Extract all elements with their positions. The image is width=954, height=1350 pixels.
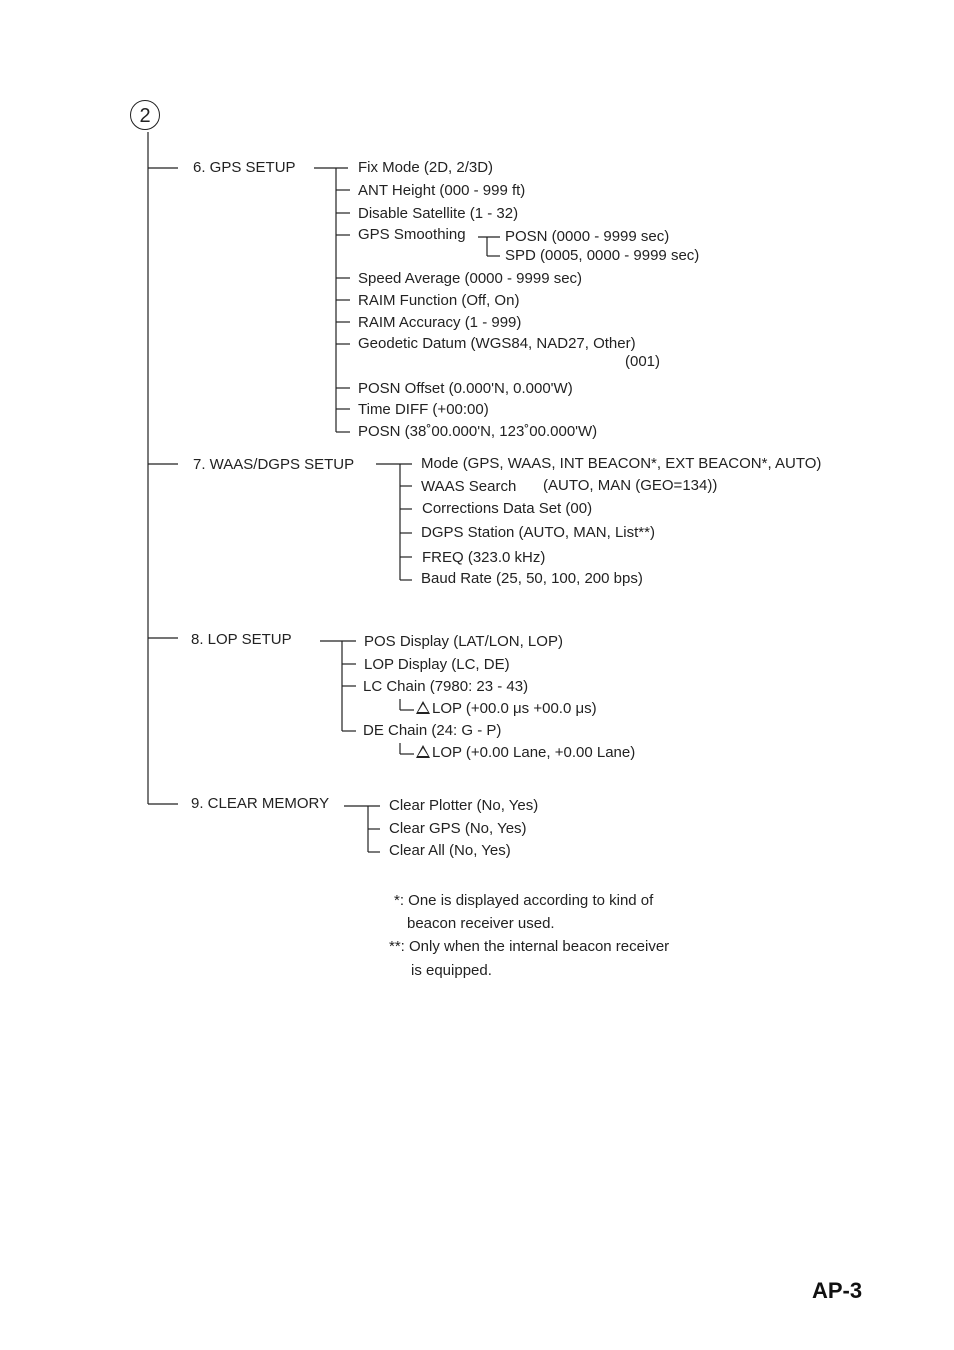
speed-average-item: Speed Average (0000 - 9999 sec): [358, 270, 583, 287]
corrections-item: Corrections Data Set (00): [422, 500, 593, 517]
geodetic-datum-item: Geodetic Datum (WGS84, NAD27, Other): [358, 335, 636, 352]
footnote-1-line-2: beacon receiver used.: [407, 915, 555, 932]
delta-icon: [416, 745, 430, 758]
waas-search-item: WAAS Search: [421, 478, 517, 495]
waas-search-options: (AUTO, MAN (GEO=134)): [543, 477, 718, 494]
ant-height-item: ANT Height (000 - 999 ft): [358, 182, 526, 199]
pos-display-item: POS Display (LAT/LON, LOP): [364, 633, 563, 650]
de-lop-item: LOP (+0.00 Lane, +0.00 Lane): [432, 744, 636, 761]
lc-lop-item: LOP (+00.0 μs +00.0 μs): [432, 700, 597, 717]
footnote-2-line-1: **: Only when the internal beacon receiver: [389, 938, 670, 955]
clear-memory-label: 9. CLEAR MEMORY: [191, 795, 330, 812]
posn-smoothing-item: POSN (0000 - 9999 sec): [505, 228, 670, 245]
freq-item: FREQ (323.0 kHz): [422, 549, 546, 566]
lop-display-item: LOP Display (LC, DE): [364, 656, 510, 673]
delta-icon: [416, 701, 430, 714]
page-number: AP-3: [812, 1278, 863, 1303]
clear-all-item: Clear All (No, Yes): [389, 842, 511, 859]
footnote-2-line-2: is equipped.: [411, 962, 492, 979]
fix-mode-item: Fix Mode (2D, 2/3D): [358, 159, 494, 176]
posn-item: POSN (38˚00.000'N, 123˚00.000'W): [358, 423, 598, 440]
baud-rate-item: Baud Rate (25, 50, 100, 200 bps): [421, 570, 643, 587]
de-lop-row: [416, 744, 635, 762]
gps-setup-label: 6. GPS SETUP: [193, 159, 296, 176]
time-diff-item: Time DIFF (+00:00): [358, 401, 489, 418]
gps-smoothing-item: GPS Smoothing: [358, 226, 466, 243]
lc-chain-item: LC Chain (7980: 23 - 43): [363, 678, 529, 695]
section-marker-circle: 2: [130, 100, 160, 130]
de-chain-item: DE Chain (24: G - P): [363, 722, 502, 739]
clear-gps-item: Clear GPS (No, Yes): [389, 820, 527, 837]
clear-plotter-item: Clear Plotter (No, Yes): [389, 797, 539, 814]
posn-offset-item: POSN Offset (0.000'N, 0.000'W): [358, 380, 573, 397]
lc-lop-row: [416, 700, 597, 718]
footnote-1-line-1: *: One is displayed according to kind of: [394, 892, 654, 909]
lop-setup-label: 8. LOP SETUP: [191, 631, 292, 648]
spd-smoothing-item: SPD (0005, 0000 - 9999 sec): [505, 247, 700, 264]
geodetic-datum-default: (001): [625, 353, 661, 370]
disable-satellite-item: Disable Satellite (1 - 32): [358, 205, 519, 222]
raim-accuracy-item: RAIM Accuracy (1 - 999): [358, 314, 522, 331]
raim-function-item: RAIM Function (Off, On): [358, 292, 520, 309]
dgps-station-item: DGPS Station (AUTO, MAN, List**): [421, 524, 655, 541]
waas-setup-label: 7. WAAS/DGPS SETUP: [193, 456, 355, 473]
waas-mode-item: Mode (GPS, WAAS, INT BEACON*, EXT BEACON*, AUTO): [421, 455, 822, 472]
